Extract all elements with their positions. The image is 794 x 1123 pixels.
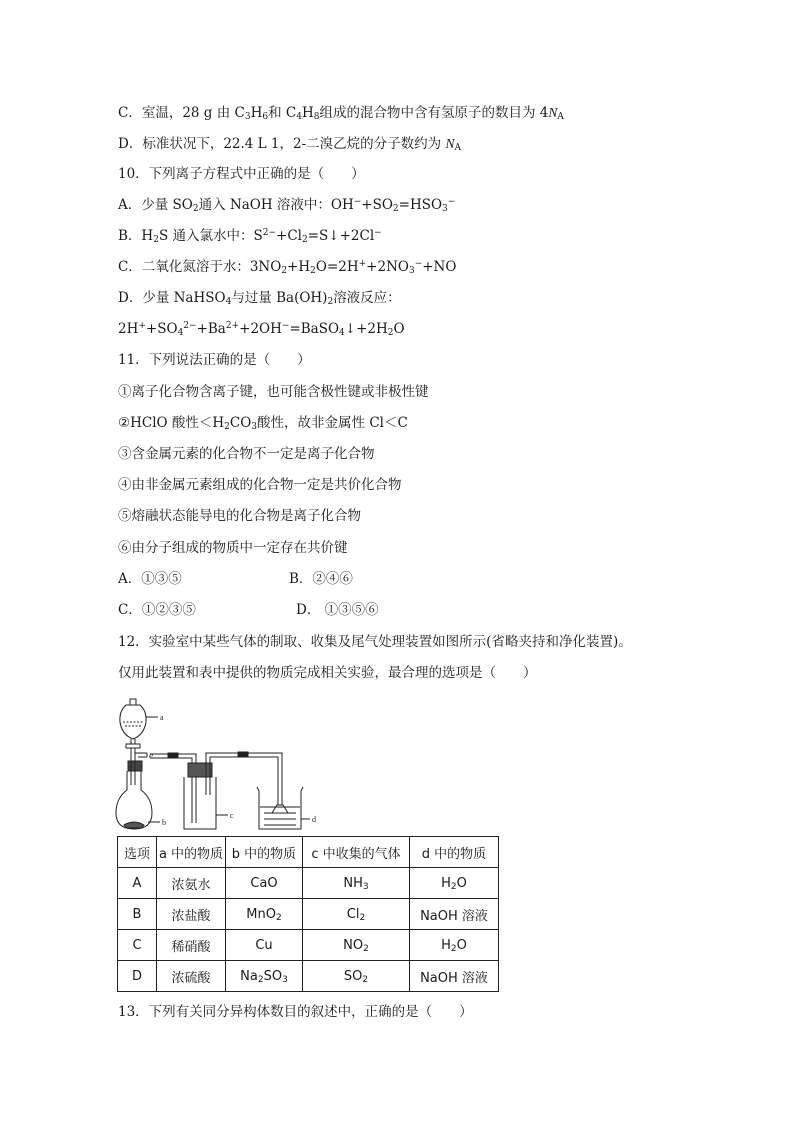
table-cell-a: 浓盐酸 (157, 899, 226, 930)
table-cell-option: D (118, 961, 157, 992)
q11-option-b: B．②④⑥ (289, 571, 353, 587)
table-cell-d: NaOH 溶液 (410, 961, 499, 992)
table-cell-c: $SO_2$ (303, 961, 410, 992)
q9-option-c: C．室温，28 g 由 $C_3H_6$和 $C_4H_8$组成的混合物中含有氢原子的数目为 $4N_A$ (118, 105, 564, 122)
q11-statement-1: ①离子化合物含离子键，也可能含极性键或非极性键 (118, 384, 429, 400)
table-cell-c: $Cl_2$ (303, 899, 410, 930)
table-cell-d: $H_2O$ (410, 930, 499, 961)
q11-statement-6: ⑥由分子组成的物质中一定存在共价键 (118, 540, 348, 556)
q11-option-c: C．①②③⑤ (118, 602, 196, 618)
table-header: d 中的物质 (410, 837, 499, 868)
table-cell-d: $H_2O$ (410, 868, 499, 899)
table-cell-c: $NO_2$ (303, 930, 410, 961)
label-c: c (230, 811, 234, 820)
table-row (118, 899, 499, 930)
q10-option-d: D．少量 NaHSO$_4$与过量 $Ba(OH)_2$溶液反应： (118, 290, 401, 307)
table-header: b 中的物质 (226, 837, 303, 868)
q11-statement-5: ⑤熔融状态能导电的化合物是离子化合物 (118, 508, 361, 524)
table-cell-c: $NH_3$ (303, 868, 410, 899)
table-cell-a: 浓氨水 (157, 868, 226, 899)
q11-option-a: A．①③⑤ (118, 571, 182, 587)
q11-statement-3: ③含金属元素的化合物不一定是离子化合物 (118, 446, 375, 462)
q13-stem: 13．下列有关同分异构体数目的叙述中，正确的是（ ） (118, 1004, 473, 1020)
table-cell-b: CaO (226, 868, 303, 899)
table-cell-a: 稀硝酸 (157, 930, 226, 961)
table-cell-b: Cu (226, 930, 303, 961)
table-cell-option: C (118, 930, 157, 961)
apparatus-diagram (112, 695, 322, 835)
q11-statement-2: ②HClO 酸性$<H_2CO_3$酸性，故非金属性 Cl＜C (118, 415, 408, 432)
separatory-funnel (120, 699, 158, 757)
q12-stem-line2: 仅用此装置和表中提供的物质完成相关实验，最合理的选项是（ ） (118, 665, 537, 681)
q12-options-table (117, 836, 499, 992)
table-header: c 中收集的气体 (303, 837, 410, 868)
table-cell-b: $Na_2SO_3$ (226, 961, 303, 992)
q10-option-b: B．$H_2S$ 通入氯水中：$S^{2-}+Cl_2=S↓+2Cl^-$ (118, 228, 382, 245)
q10-option-c: C．二氧化氮溶于水：$3NO_2+H_2O=2H^++2NO_3^-+NO$ (118, 259, 457, 276)
round-bottom-flask (116, 771, 160, 829)
gas-collecting-jar (184, 763, 228, 829)
table-header-row (118, 837, 499, 868)
table-row (118, 930, 499, 961)
table-row (118, 961, 499, 992)
q11-option-d: D． ①③⑤⑥ (296, 602, 379, 618)
q12-stem-line1: 12．实验室中某些气体的制取、收集及尾气处理装置如图所示(省略夹持和净化装置)。 (118, 634, 632, 650)
q11-statement-4: ④由非金属元素组成的化合物一定是共价化合物 (118, 477, 402, 493)
table-header: a 中的物质 (157, 837, 226, 868)
table-cell-d: NaOH 溶液 (410, 899, 499, 930)
q9-option-d: D．标准状况下，22.4 L 1，2-二溴乙烷的分子数约为 $N_A$ (118, 136, 461, 153)
table-cell-option: B (118, 899, 157, 930)
table-cell-a: 浓硫酸 (157, 961, 226, 992)
table-cell-b: MnO$_2$ (226, 899, 303, 930)
table-header: 选项 (118, 837, 157, 868)
label-a: a (160, 713, 164, 722)
svg-text:ℯ: ℯ (149, 752, 154, 760)
label-d: d (312, 815, 316, 824)
table-row (118, 868, 499, 899)
table-cell-option: A (118, 868, 157, 899)
q10-option-a: A．少量 $SO_2$通入 NaOH 溶液中：$OH^-+SO_2=HSO_3^-$ (118, 197, 456, 214)
q10-option-d-equation: $2H^++SO_4^{2-}+Ba^{2+}+2OH^-=BaSO_4↓+2H_2O$ (118, 321, 405, 338)
label-b: b (162, 818, 166, 827)
q11-stem: 11．下列说法正确的是（ ） (118, 352, 311, 368)
q10-stem: 10．下列离子方程式中正确的是（ ） (118, 166, 365, 182)
